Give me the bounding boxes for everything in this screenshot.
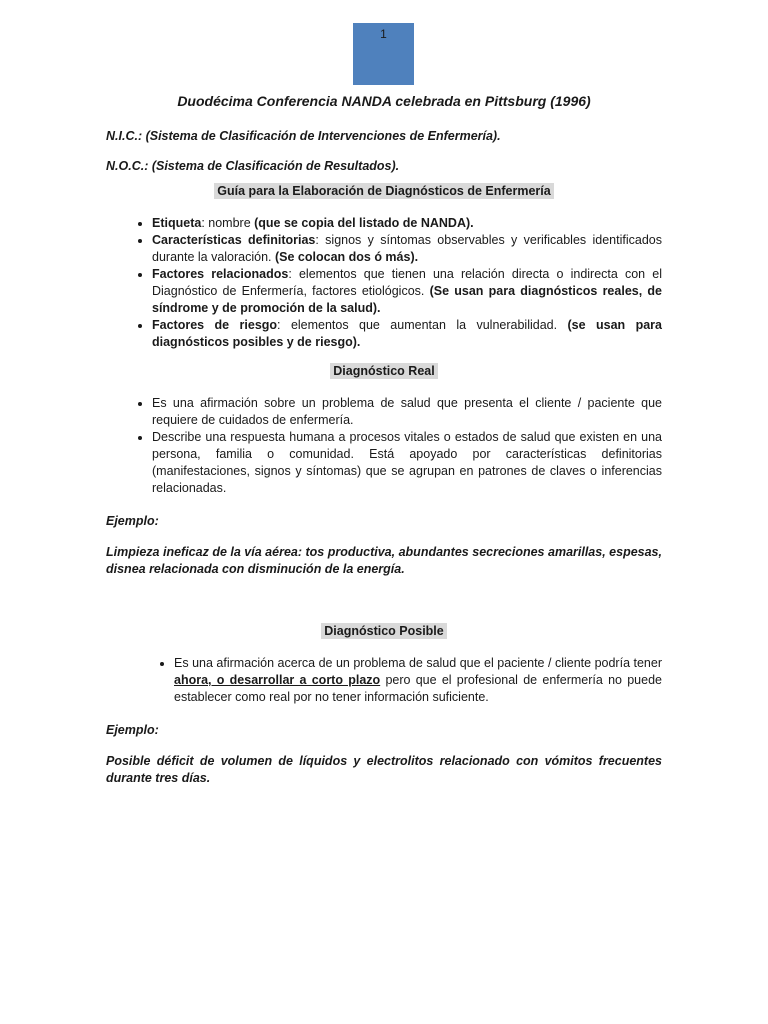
guide-heading-wrap	[106, 183, 662, 200]
possible-list	[106, 655, 662, 706]
guide-term: Factores de riesgo	[152, 318, 278, 332]
page-number: 1	[380, 27, 387, 41]
possible-text-after: pero que el profesional de enfermería no puede establecer como real por no tener información suficiente.	[174, 673, 662, 704]
real-item: • Describe una respuesta humana a procesos vitales o estados de salud que existen en una persona, familia o comunidad. Está apoyado por características definitorias (manifestaciones, signos y síntomas) que se agrupan en patrones de claves o inferencias relacionadas.	[152, 429, 662, 497]
page-number-box	[353, 23, 414, 85]
guide-term: Etiqueta	[152, 216, 202, 230]
example-possible: Posible déficit de volumen de líquidos y electrolitos relacionado con vómitos frecuentes durante tres días.	[106, 754, 662, 785]
document-page	[106, 93, 662, 787]
real-heading-wrap	[106, 363, 662, 380]
guide-item-factores-relacionados	[152, 266, 662, 317]
guide-heading: Guía para la Elaboración de Diagnósticos de Enfermería	[214, 183, 553, 199]
guide-item-etiqueta	[152, 215, 662, 232]
guide-item-factores-riesgo	[152, 317, 662, 351]
possible-heading: Diagnóstico Posible	[321, 623, 446, 639]
guide-note: (Se colocan dos ó más).	[275, 250, 419, 264]
real-list	[106, 395, 662, 497]
guide-term: Factores relacionados	[152, 267, 289, 281]
possible-item	[174, 655, 662, 706]
example-label: Ejemplo:	[106, 723, 159, 737]
guide-item-caracteristicas	[152, 232, 662, 266]
example-real: Limpieza ineficaz de la vía aérea: tos productiva, abundantes secreciones amarillas, espesas, disnea relacionada con disminución de la energía.	[106, 545, 662, 576]
possible-text-before: Es una afirmación acerca de un problema de salud que el paciente / cliente podría tener	[174, 656, 662, 670]
guide-text: : signos y síntomas observables y verificables identificados durante la valoración.	[152, 233, 662, 264]
document-title: Duodécima Conferencia NANDA celebrada en Pittsburg (1996)	[177, 93, 591, 109]
possible-emphasis: ahora, o desarrollar a corto plazo	[174, 673, 381, 687]
guide-text: : elementos que aumentan la vulnerabilidad.	[277, 318, 568, 332]
real-heading: Diagnóstico Real	[330, 363, 437, 379]
guide-text: : elementos que tienen una relación directa o indirecta con el Diagnóstico de Enfermería, factores etiológicos.	[152, 267, 662, 298]
guide-term: Características definitorias	[152, 233, 316, 247]
example-label: Ejemplo:	[106, 514, 159, 528]
guide-text: : nombre	[201, 216, 255, 230]
guide-note: (Se usan para diagnósticos reales, de síndrome y de promoción de la salud).	[152, 284, 662, 315]
guide-note: (se usan para diagnósticos posibles y de riesgo).	[152, 318, 663, 349]
possible-heading-wrap	[106, 623, 662, 640]
nic-definition: N.I.C.: (Sistema de Clasificación de Intervenciones de Enfermería).	[106, 129, 501, 143]
guide-note: (que se copia del listado de NANDA).	[254, 216, 474, 230]
guide-list	[106, 215, 662, 351]
noc-definition: N.O.C.: (Sistema de Clasificación de Resultados).	[106, 159, 400, 173]
real-item: • Es una afirmación sobre un problema de salud que presenta el cliente / paciente que requiere de cuidados de enfermería.	[152, 395, 662, 429]
